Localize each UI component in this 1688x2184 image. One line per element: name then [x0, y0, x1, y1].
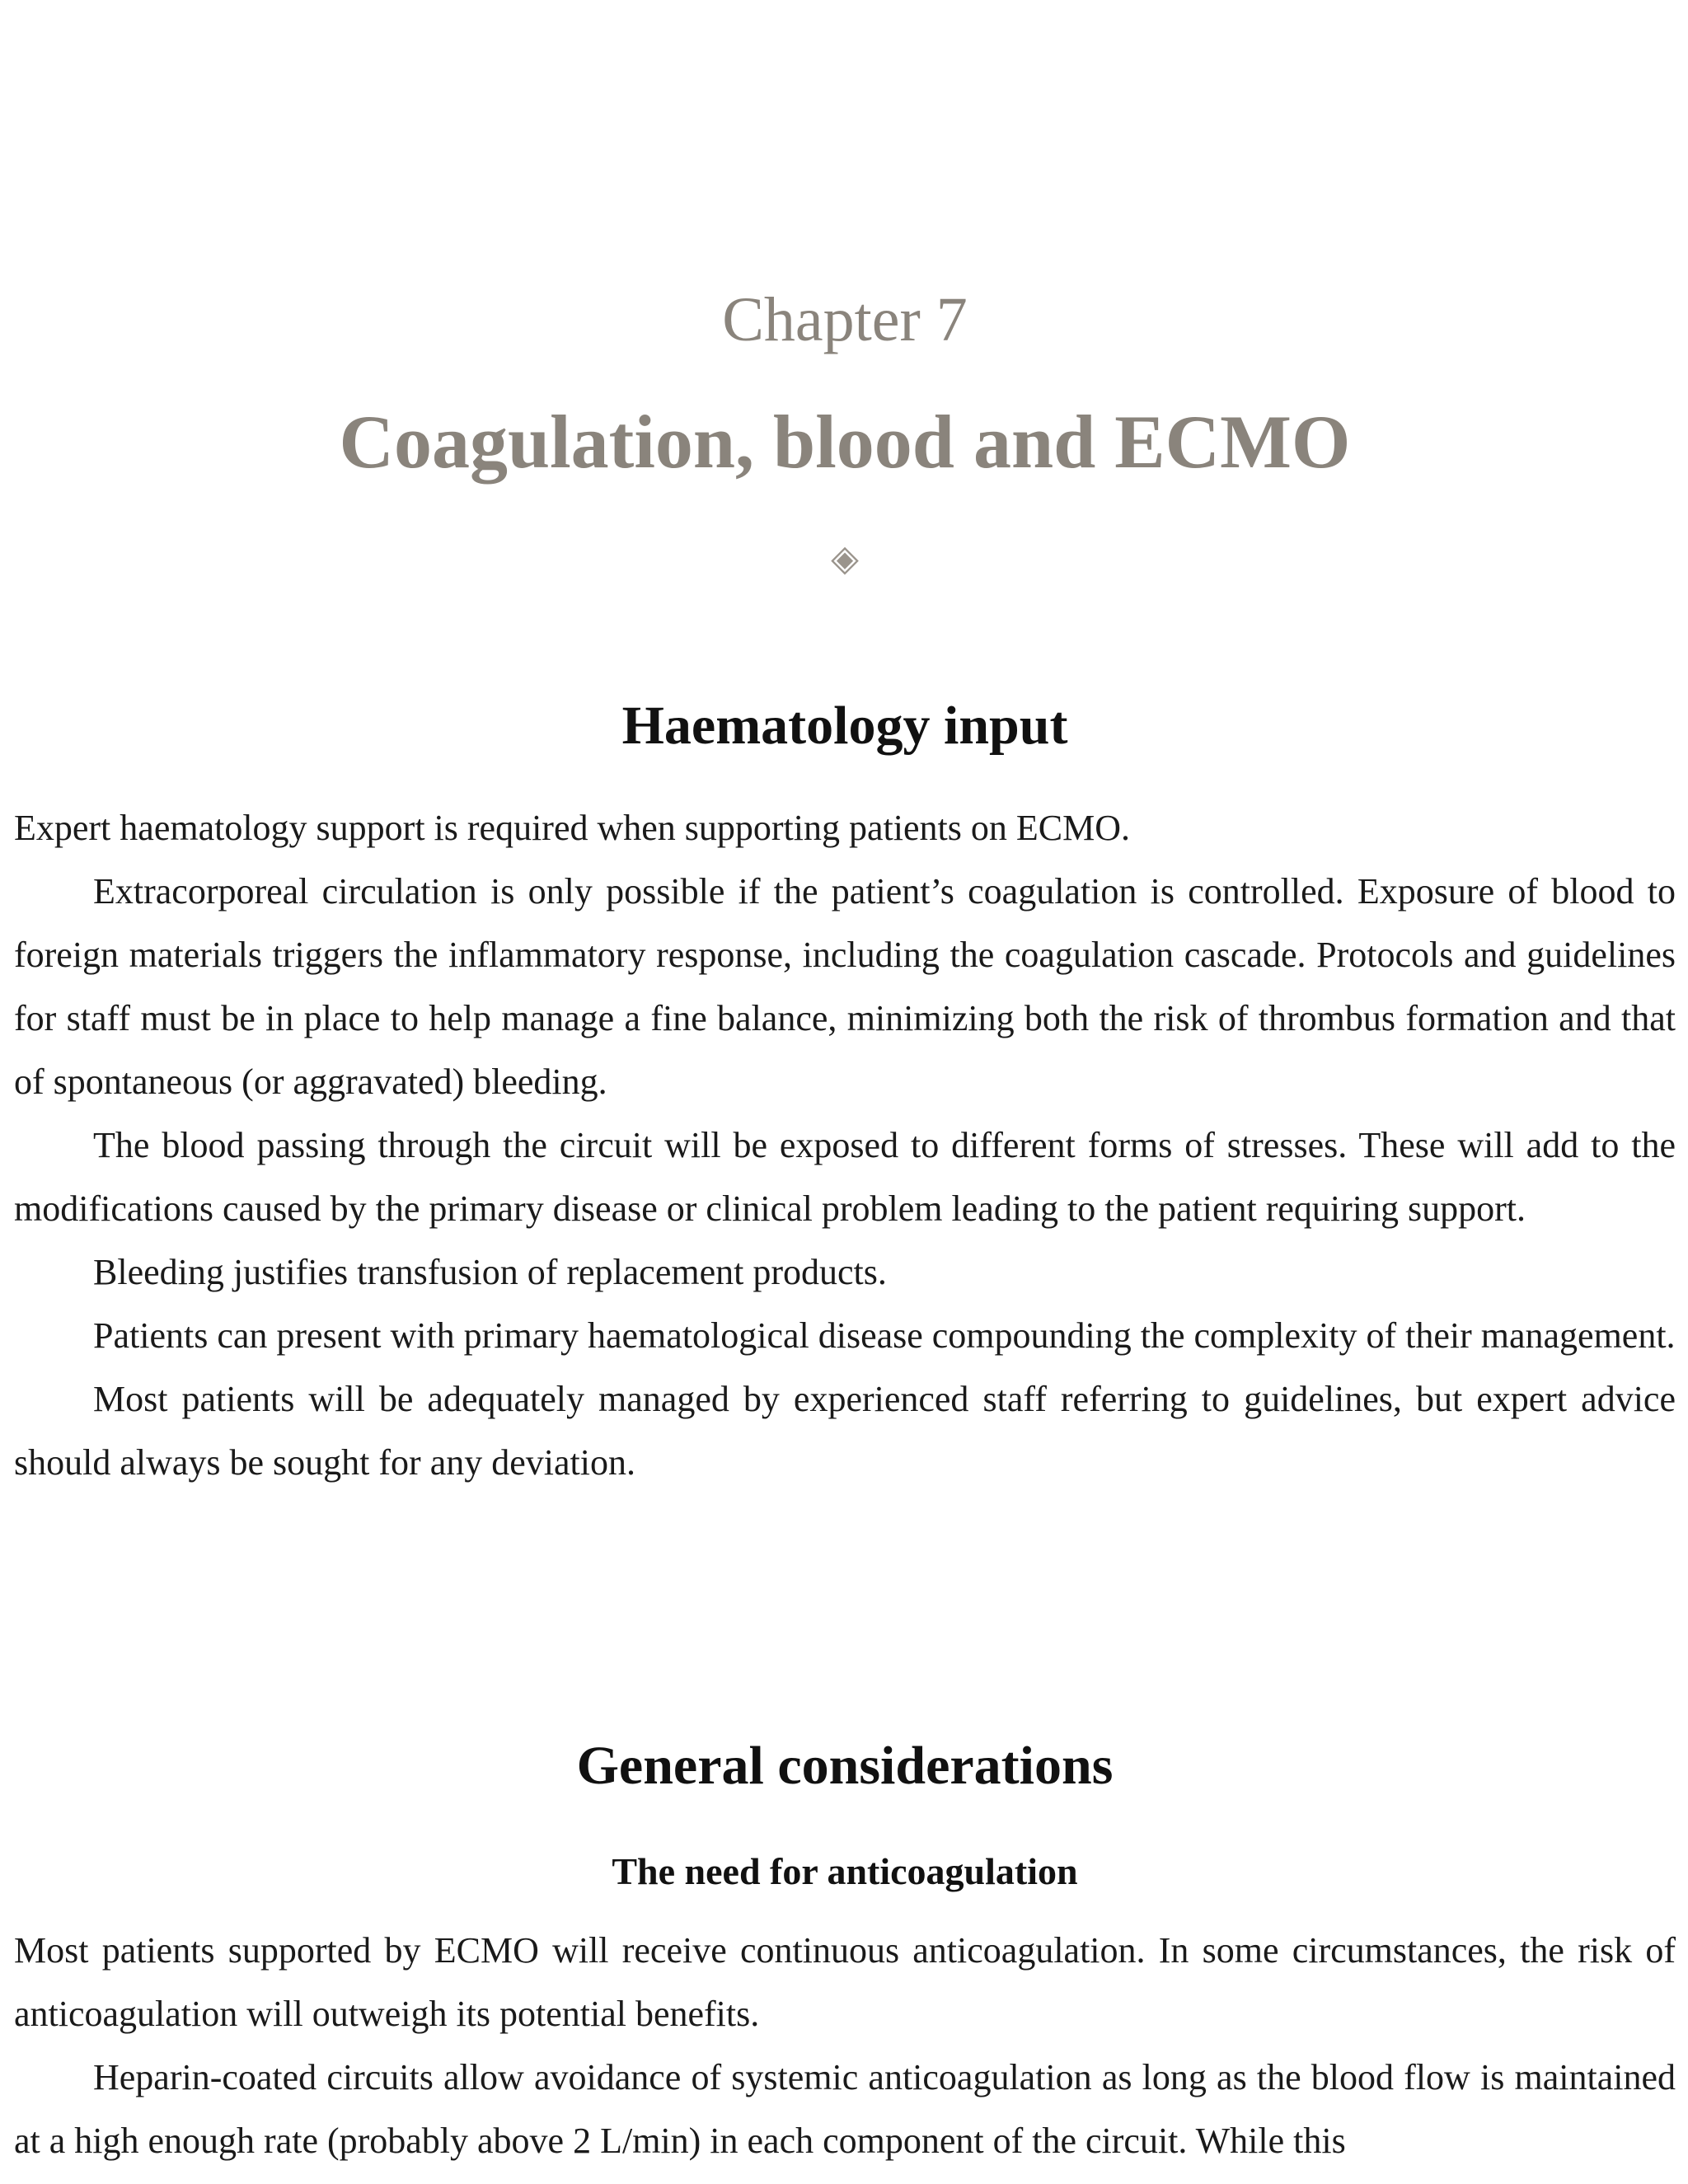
section-heading-general-considerations: General considerations — [576, 1736, 1114, 1796]
subheading-need-for-anticoagulation: The need for anticoagulation — [612, 1850, 1078, 1892]
section-body-general-considerations — [14, 1919, 1676, 2172]
paragraph: The blood passing through the circuit will be exposed to different forms of stresses. These will add to the modifications caused by the primary disease or clinical problem leading to the patient requiring support. — [14, 1125, 1676, 1229]
paragraph: Most patients will be adequately managed by experienced staff referring to guidelines, but expert advice should always be sought for any deviation. — [14, 1379, 1676, 1483]
chapter-label: Chapter 7 — [722, 285, 968, 354]
paragraph: Patients can present with primary haematological disease compounding the complexity of their management. — [93, 1315, 1676, 1356]
paragraph: Extracorporeal circulation is only possible if the patient’s coagulation is controlled. Exposure of blood to foreign materials triggers the inflammatory response, including the coagulation cascade. Protocols and guidelines for staff must be in place to help manage a fine balance, minimizing both the risk of thrombus formation and that of spontaneous (or aggravated) bleeding. — [14, 871, 1676, 1102]
chapter-title: Coagulation, blood and ECMO — [339, 400, 1351, 484]
paragraph: Expert haematology support is required when supporting patients on ECMO. — [14, 808, 1130, 848]
section-heading-haematology-input: Haematology input — [621, 696, 1068, 756]
paragraph: Heparin-coated circuits allow avoidance of systemic anticoagulation as long as the blood flow is maintained at a high enough rate (probably above 2 L/min) in each component of the circuit. While this — [14, 2057, 1676, 2161]
paragraph: Bleeding justifies transfusion of replacement products. — [93, 1252, 887, 1292]
paragraph: Most patients supported by ECMO will receive continuous anticoagulation. In some circumstances, the risk of anticoagulation will outweigh its potential benefits. — [14, 1930, 1676, 2034]
section-body-haematology-input — [14, 796, 1676, 1494]
ornament-diamond-icon: ◈ — [831, 538, 859, 579]
